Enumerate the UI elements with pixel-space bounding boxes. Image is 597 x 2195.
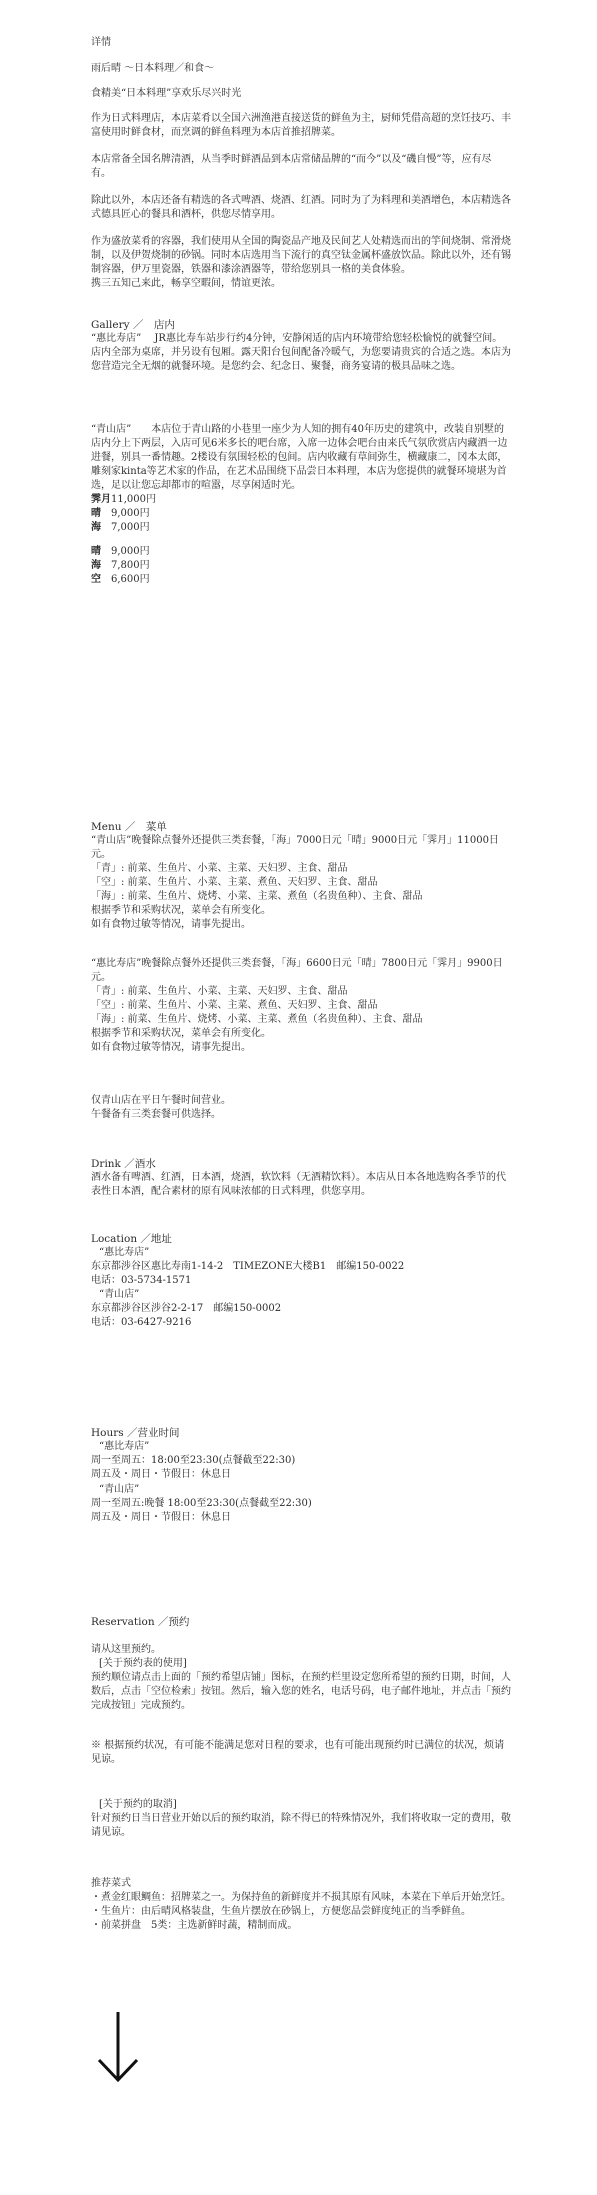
- price-row: [91, 493, 511, 507]
- details-text: 携三五知己来此，畅享空暇间，情谊更浓。: [91, 278, 281, 289]
- gallery-section: [91, 318, 511, 374]
- reservation-section: [91, 1615, 511, 1629]
- lunch-text: 仅青山店在平日午餐时间营业。: [91, 1095, 231, 1106]
- cancel-title: [关于预约的取消]: [99, 1799, 177, 1810]
- menu-item: 「空」: 前菜、生鱼片、小菜、主菜、煮鱼、天妇罗、主食、甜品: [91, 1000, 378, 1011]
- course-price: 11,000円: [111, 494, 156, 505]
- lunch-text: 午餐备有三类套餐可供选择。: [91, 1109, 221, 1120]
- menu-item: 「青」: 前菜、生鱼片、小菜、主菜、天妇罗、主食、甜品: [91, 863, 348, 874]
- details-text: 作为日式料理店，本店菜肴以全国六洲渔港直接送货的鲜鱼为主，厨师凭借高超的烹饪技巧、丰富使用时鲜食材，而烹调的鲜鱼料理为本店首推招牌菜。: [91, 113, 511, 138]
- details-para3: [91, 194, 511, 222]
- details-section: [91, 36, 511, 50]
- reservation-intro: 请从这里预约。: [91, 1644, 161, 1655]
- menu-note: 根据季节和采购状况，菜单会有所变化。: [91, 905, 271, 916]
- price-row: [91, 573, 511, 587]
- menu-section: [91, 820, 511, 932]
- course-name: 空: [91, 574, 101, 585]
- aoyama-menu-intro: “青山店”晚餐除点餐外还提供三类套餐，「海」7000日元「晴」9000日元「霁月」11000日元。: [91, 835, 499, 860]
- location-section: [91, 1232, 511, 1330]
- hours-section: [91, 1426, 511, 1482]
- details-heading: 详情: [91, 37, 111, 48]
- menu-item: 「海」: 前菜、生鱼片、烧烤、小菜、主菜、煮鱼（名贵鱼种）、主食、甜品: [91, 891, 423, 902]
- aoyama-gallery: [91, 423, 511, 587]
- course-price: 7,000円: [111, 522, 150, 533]
- course-name: 海: [91, 522, 101, 533]
- recommend-item: ・生鱼片：由后晴风格装盘，生鱼片摆放在砂锅上，方便您品尝鲜度纯正的当季鲜鱼。: [91, 1906, 471, 1917]
- location-heading: Location ／地址: [91, 1233, 172, 1245]
- reservation-use-text: 预约顺位请点击上面的「预约希望店铺」图标，在预约栏里设定您所希望的预约日期，时间，人数后，点击「空位检索」按钮。然后，输入您的姓名，电话号码，电子邮件地址，并点击「预约完成按钮」完成预约。: [91, 1672, 511, 1711]
- course-price: 9,000円: [111, 508, 150, 519]
- ebisu-hours: 周一至周五：18:00至23:30(点餐截至22:30): [91, 1455, 296, 1466]
- details-text: 本店常备全国名牌清酒，从当季时鲜酒品到本店常储品牌的“而今”以及“磯自慢”等，应有尽有。: [91, 154, 492, 179]
- course-name: 晴: [91, 508, 101, 519]
- ebisu-menu: [91, 957, 511, 1055]
- tagline-block: [91, 87, 511, 101]
- recommend-item: ・煮金红眼鲷鱼：招牌菜之一。为保持鱼的新鲜度并不损其原有风味，本菜在下单后开始烹饪。: [91, 1892, 511, 1903]
- ebisu-description: “惠比寿店” JR惠比寿车站步行约4分钟，安静闲适的店内环境带给您轻松愉悦的就餐空间。店内全部为桌席，并另设有包厢。露天阳台包间配备冷暖气，为您要请贵宾的合适之选。本店为您营造完全无烟的就餐环境。是您约会、纪念日、聚餐，商务宴请的极具品味之选。: [91, 333, 511, 372]
- drink-section: [91, 1157, 511, 1199]
- recommend-heading: 推荐菜式: [91, 1878, 131, 1889]
- lunch-info: [91, 1094, 511, 1122]
- aoyama-hours-time: 周一至周五:晚餐 18:00至23:30(点餐截至22:30): [91, 1498, 312, 1509]
- menu-note: 如有食物过敏等情况，请事先提出。: [91, 1042, 251, 1053]
- drink-text: 酒水备有啤酒、红酒，日本酒，烧酒，软饮料（无酒精饮料）。本店从日本各地选购各季节的代表性日本酒，配合素材的原有风味浓郁的日式料理，供您享用。: [91, 1172, 506, 1197]
- shop-name-block: [91, 62, 511, 76]
- price-row: [91, 507, 511, 521]
- recommend-section: [91, 1877, 511, 1933]
- ebisu-closed: 周五及・周日・节假日：休息日: [91, 1469, 231, 1480]
- ebisu-hours-name: “惠比寿店”: [99, 1441, 150, 1452]
- details-para1: [91, 112, 511, 140]
- menu-heading: Menu ／ 菜单: [91, 821, 167, 833]
- menu-item: 「海」: 前菜、生鱼片、烧烤、小菜、主菜、煮鱼（名贵鱼种）、主食、甜品: [91, 1014, 423, 1025]
- aoyama-description: “青山店” 本店位于青山路的小巷里一座少为人知的拥有40年历史的建筑中，改装自别墅的店内分上下两层，入店可见6米多长的吧台席，入席一边体会吧台由来氏气氛欣赏店内藏酒一边进餐，别具一番情趣。2楼设有氛围轻松的包间。店内收藏有草间弥生，横藏康二，冈本太郎，雕刻家kinta等艺术家的作品，在艺术品围绕下品尝日本料理，本店为您提供的就餐环境堪为首选，足以让您忘却都市的喧嚣，尽享闲适时光。: [91, 424, 508, 491]
- reservation-heading: Reservation ／预约: [91, 1616, 190, 1628]
- cancel-text: 针对预约日当日营业开始以后的预约取消，除不得已的特殊情况外，我们将收取一定的费用，敬请见谅。: [91, 1813, 511, 1838]
- hours-heading: Hours ／营业时间: [91, 1427, 180, 1439]
- recommend-item: ・前菜拼盘 5类：主选新鲜时蔬，精制而成。: [91, 1920, 298, 1931]
- course-name: 海: [91, 560, 101, 571]
- price-row: [91, 545, 511, 559]
- reservation-note: ※ 根据预约状况，有可能不能满足您对日程的要求，也有可能出现预约时已满位的状况，烦请见谅。: [91, 1740, 505, 1765]
- cancel-block: [91, 1798, 511, 1840]
- menu-note: 根据季节和采购状况，菜单会有所变化。: [91, 1028, 271, 1039]
- aoyama-address: 东京都涉谷区涉谷2-2-17 邮编150-0002: [91, 1303, 282, 1314]
- gallery-heading: Gallery ／ 店内: [91, 319, 175, 331]
- reservation-use-title: [关于预约表的使用]: [99, 1658, 187, 1669]
- ebisu-menu-intro: “惠比寿店”晚餐除点餐外还提供三类套餐，「海」6600日元「晴」7800日元「霁月」9900日元。: [91, 958, 503, 983]
- aoyama-hours: [91, 1483, 511, 1525]
- menu-item: 「空」: 前菜、生鱼片、小菜、主菜、煮鱼、天妇罗、主食、甜品: [91, 877, 378, 888]
- details-text: 作为盛放菜肴的容器，我们使用从全国的陶瓷品产地及民间艺人处精选而出的竽间烧制、常滑烧制，以及伊贺烧制的砂锅。同时本店选用当下流行的真空钛金属杯盛放饮品。除此以外，还有锡制容器，伊万里瓷器，铁器和漆涂酒器等，带给您别具一格的美食体验。: [91, 236, 511, 275]
- aoyama-closed: 周五及・周日・节假日：休息日: [91, 1512, 231, 1523]
- reservation-note-block: [91, 1739, 511, 1767]
- menu-note: 如有食物过敏等情况，请事先提出。: [91, 919, 251, 930]
- arrow-down-icon[interactable]: [96, 2010, 140, 2084]
- course-price: 9,000円: [111, 546, 150, 557]
- course-name: 霁月: [91, 494, 111, 505]
- aoyama-name: “青山店”: [99, 1289, 140, 1300]
- ebisu-address: 东京都涉谷区惠比寿南1-14-2 TIMEZONE大楼B1 邮编150-0022: [91, 1261, 405, 1272]
- aoyama-phone: 电话：03-6427-9216: [91, 1317, 192, 1328]
- menu-item: 「青」: 前菜、生鱼片、小菜、主菜、天妇罗、主食、甜品: [91, 986, 348, 997]
- ebisu-name: “惠比寿店”: [99, 1247, 150, 1258]
- course-price: 6,600円: [111, 574, 150, 585]
- details-para4: [91, 235, 511, 291]
- details-text: 除此以外，本店还备有精选的各式啤酒、烧酒、红酒。同时为了为料理和美酒增色，本店精选各式德具匠心的餐具和酒杯，供您尽情享用。: [91, 195, 511, 220]
- course-price: 7,800円: [111, 560, 150, 571]
- shop-name: 雨后晴 〜日本料理／和食〜: [91, 63, 215, 74]
- course-name: 晴: [91, 546, 101, 557]
- details-para2: [91, 153, 511, 181]
- price-row: [91, 559, 511, 573]
- ebisu-phone: 电话：03-5734-1571: [91, 1275, 192, 1286]
- drink-heading: Drink ／酒水: [91, 1158, 156, 1170]
- aoyama-hours-name: “青山店”: [99, 1484, 140, 1495]
- price-row: [91, 521, 511, 535]
- tagline: 食精美“日本料理”享欢乐尽兴时光: [91, 88, 242, 99]
- reservation-body: [91, 1643, 511, 1713]
